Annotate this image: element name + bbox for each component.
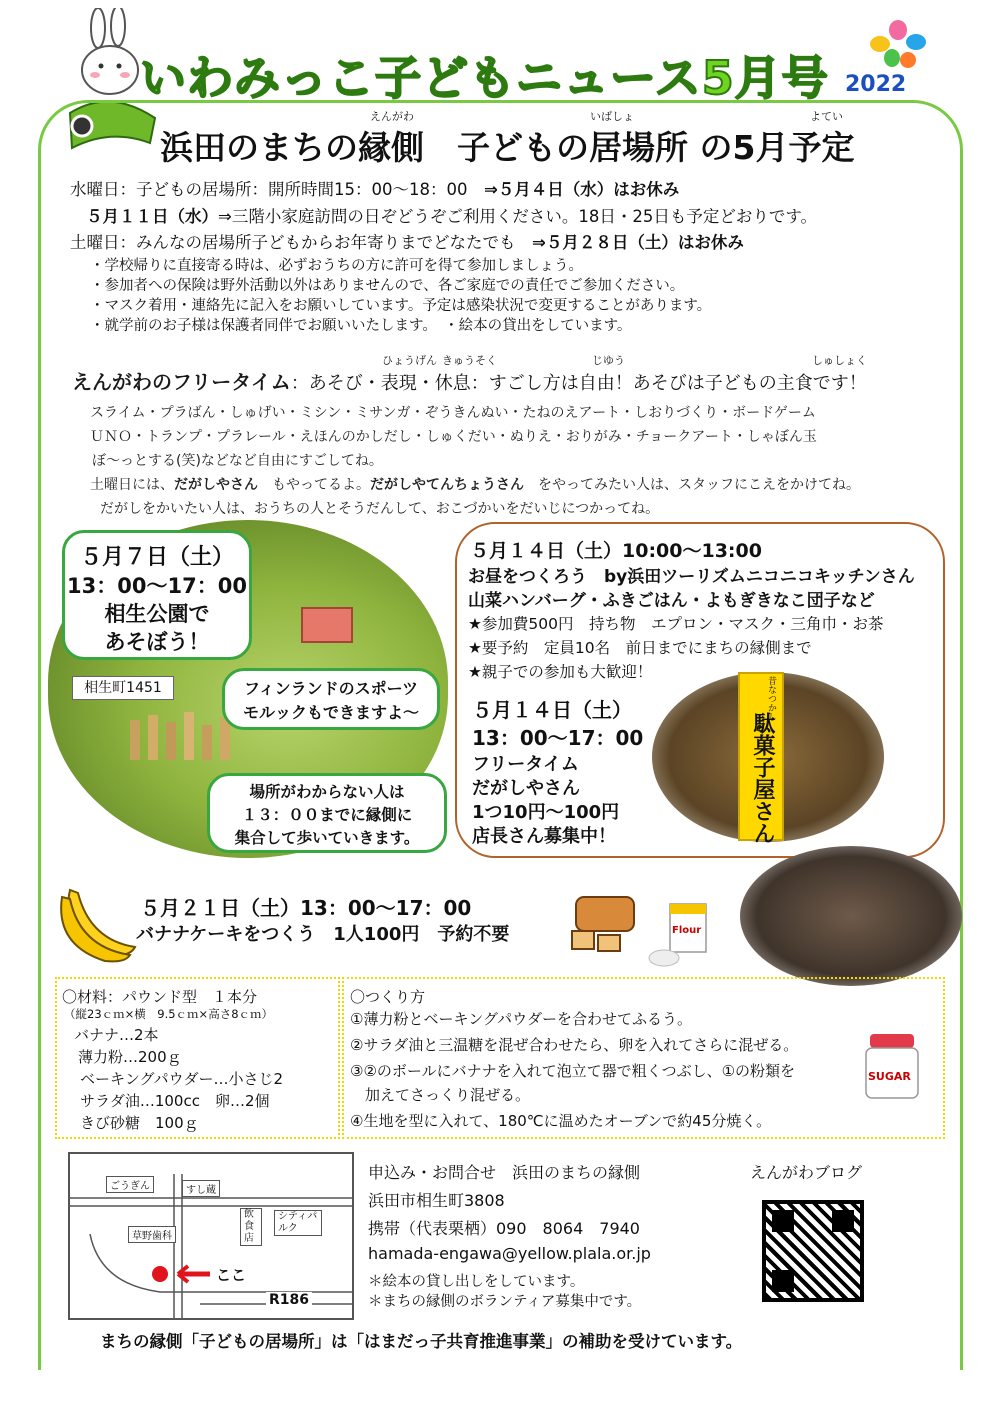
freetime-line: ぼ～っとする(笑)などなど自由にすごしてね。 <box>92 453 383 469</box>
may14-pm-time: 13：00～17：00 <box>472 726 644 750</box>
molkky-line-1: フィンランドのスポーツ <box>243 679 419 698</box>
material-item: バナナ…2本 <box>74 1026 159 1044</box>
ruby-engawa: えんがわ <box>370 110 414 123</box>
freetime-heading: えんがわのフリータイム：あそび・表現・休息：すごし方は自由！あそびは子どもの主食です！ <box>72 370 867 394</box>
sugar-label: SUGAR <box>868 1070 911 1083</box>
may14-pm-recruit: 店長さん募集中！ <box>472 826 616 847</box>
may14-family: ★親子での参加も大歓迎！ <box>468 663 653 681</box>
wednesday-line: 水曜日：子どもの居場所：開所時間15：00～18：00 ⇒５月４日（水）はお休み <box>70 180 680 199</box>
step-item: ③②のボールにバナナを入れて泡立て器で粗くつぶし、①の粉類を <box>350 1062 796 1080</box>
ruby-ibasho: いばしょ <box>590 110 634 123</box>
note-item: ・マスク着用・連絡先に記入をお願いしています。予定は感染状況で変更することがあります。 <box>90 298 712 314</box>
sugar-jar-icon <box>862 1030 922 1102</box>
map-label-city: シティパルク <box>274 1210 322 1236</box>
material-item: 薄力粉…200ｇ <box>78 1048 182 1066</box>
may14-reserve: ★要予約 定員10名 前日までにまちの縁側まで <box>468 639 812 657</box>
dagashi-line-2: だがしをかいたい人は、おうちの人とそうだんして、おこづかいをだいじにつかってね。 <box>100 501 660 517</box>
map-label-inshoku: 飲食店 <box>240 1208 262 1246</box>
banana-icon <box>50 885 140 965</box>
material-item: きび砂糖 100ｇ <box>80 1114 199 1132</box>
map-label-gougin: ごうぎん <box>106 1176 154 1193</box>
map-label-sushi: すし蔵 <box>182 1180 220 1197</box>
newsletter-title: いわみっこ子どもニュース5月号 <box>140 51 829 105</box>
may7-date: ５月７日（土） <box>79 545 234 570</box>
blog-label: えんがわブログ <box>750 1163 863 1182</box>
crate-icon <box>300 600 355 645</box>
access-map <box>68 1152 354 1320</box>
molkky-line-2: モルックもできますよ～ <box>242 703 419 722</box>
ruby-yotei: よてい <box>810 110 843 123</box>
contact-phone: 携帯（代表栗栖）090 8064 7940 <box>368 1219 640 1238</box>
materials-heading: 〇材料：パウンド型 １本分 <box>62 988 258 1006</box>
may7-place: 相生公園で <box>104 602 210 626</box>
may14-lunch: お昼をつくろう by浜田ツーリズムニコニコキッチンさん <box>468 567 915 587</box>
step-item: 加えてさっくり混ぜる。 <box>350 1086 531 1104</box>
may7-time: 13：00～17：00 <box>67 574 247 598</box>
steps-heading: 〇つくり方 <box>350 988 426 1006</box>
note-item: ・学校帰りに直接寄る時は、必ずおうちの方に許可を得て参加しましょう。 <box>90 258 583 274</box>
newsletter-year: 2022 <box>845 72 907 97</box>
step-item: ②サラダ油と三温糖を混ぜ合わせたら、卵を入れてさらに混ぜる。 <box>350 1036 799 1054</box>
subtitle-text: 浜田のまちの縁側 子どもの居場所 の5月予定 <box>160 128 855 167</box>
contact-note-1: ＊絵本の貸し出しをしています。 <box>368 1274 585 1290</box>
freetime-line: スライム・プラばん・しゅげい・ミシン・ミサンガ・ぞうきんぬい・たねのえアート・しおりづくり・ボードゲーム <box>90 405 816 421</box>
may14-fee: ★参加費500円 持ち物 エプロン・マスク・三角巾・お茶 <box>468 615 884 633</box>
may21-title: バナナケーキをつくう 1人100円 予約不要 <box>136 924 510 945</box>
footer-note: まちの縁側「子どもの居場所」は「はまだっ子共育推進事業」の補助を受けています。 <box>100 1332 743 1351</box>
meetup-line-3: 集合して歩いていきます。 <box>234 829 420 847</box>
may14-pm-price: 1つ10円～100円 <box>472 802 620 823</box>
freetime-line: ＵＮＯ・トランプ・プラレール・えほんのかしだし・しゅくだい・ぬりえ・おりがみ・チョークアート・しゃぼん玉 <box>90 429 817 445</box>
may14-menu: 山菜ハンバーグ・ふきごはん・よもぎきなこ団子など <box>468 591 875 611</box>
may14-header: ５月１４日（土）10:00～13:00 <box>470 540 762 562</box>
meetup-line-2: １３：００までに縁側に <box>241 806 413 824</box>
freetime-ruby-row: ひょうげん きゅうそく じゆう しゅしょく <box>382 354 867 367</box>
may21-header: ５月２１日（土）13：00～17：00 <box>140 896 472 920</box>
step-item: ④生地を型に入れて、180℃に温めたオーブンで約45分焼く。 <box>350 1112 772 1130</box>
map-road-label: R186 <box>266 1292 312 1308</box>
meetup-line-1: 場所がわからない人は <box>249 783 405 801</box>
may7-play: あそぼう！ <box>104 630 210 654</box>
note-item: ・参加者への保険は野外活動以外はありませんので、各ご家庭での責任でご参加ください。 <box>90 278 685 294</box>
page-subtitle <box>160 110 855 169</box>
materials-size: （縦23ｃｍ×横 9.5ｃｍ×高さ8ｃｍ） <box>64 1007 274 1021</box>
may11-line: ５月１１日（水）⇒三階小家庭訪問の日ぞどうぞご利用ください。18日・25日も予定どおりです。 <box>86 207 817 226</box>
note-item: ・就学前のお子様は保護者同伴でお願いいたします。 ・絵本の貸出をしています。 <box>90 318 632 334</box>
address-label: 相生町1451 <box>72 676 174 700</box>
may14-pm-dagashi: だがしやさん <box>472 778 580 799</box>
may14-pm-free: フリータイム <box>472 754 579 775</box>
dagashi-line: 土曜日には、だがしやさん もやってるよ。だがしやてんちょうさん をやってみたい人は、スタッフにこえをかけてね。 <box>90 477 860 493</box>
map-here-label: ここ <box>216 1266 247 1284</box>
step-item: ①薄力粉とベーキングパウダーを合わせてふるう。 <box>350 1010 692 1028</box>
contact-line: 申込み・お問合せ 浜田のまちの縁側 <box>368 1163 641 1182</box>
flower-icon <box>868 18 928 73</box>
cooking-photo <box>740 846 962 986</box>
saturday-line: 土曜日：みんなの居場所子どもからお年寄りまでどなたでも ⇒５月２８日（土）はお休み <box>70 233 744 252</box>
material-item: ベーキングパウダー…小さじ2 <box>80 1070 284 1088</box>
contact-note-2: ＊まちの縁側のボランティア募集中です。 <box>368 1294 642 1310</box>
may14-pm-date: ５月１４日（土） <box>472 698 632 722</box>
map-label-kusano: 草野歯科 <box>128 1226 176 1243</box>
banner-big-text: 駄菓子屋さん <box>750 712 775 844</box>
material-item: サラダ油…100cc 卵…2個 <box>80 1092 270 1110</box>
pound-cake-icon <box>568 885 648 955</box>
banner-small-text: 昔なつかし <box>766 676 776 721</box>
flour-label: Flour <box>672 925 702 936</box>
qr-code-icon[interactable] <box>762 1200 864 1302</box>
contact-address: 浜田市相生町3808 <box>368 1191 505 1210</box>
contact-email[interactable]: hamada-engawa@yellow.plala.or.jp <box>368 1244 651 1263</box>
